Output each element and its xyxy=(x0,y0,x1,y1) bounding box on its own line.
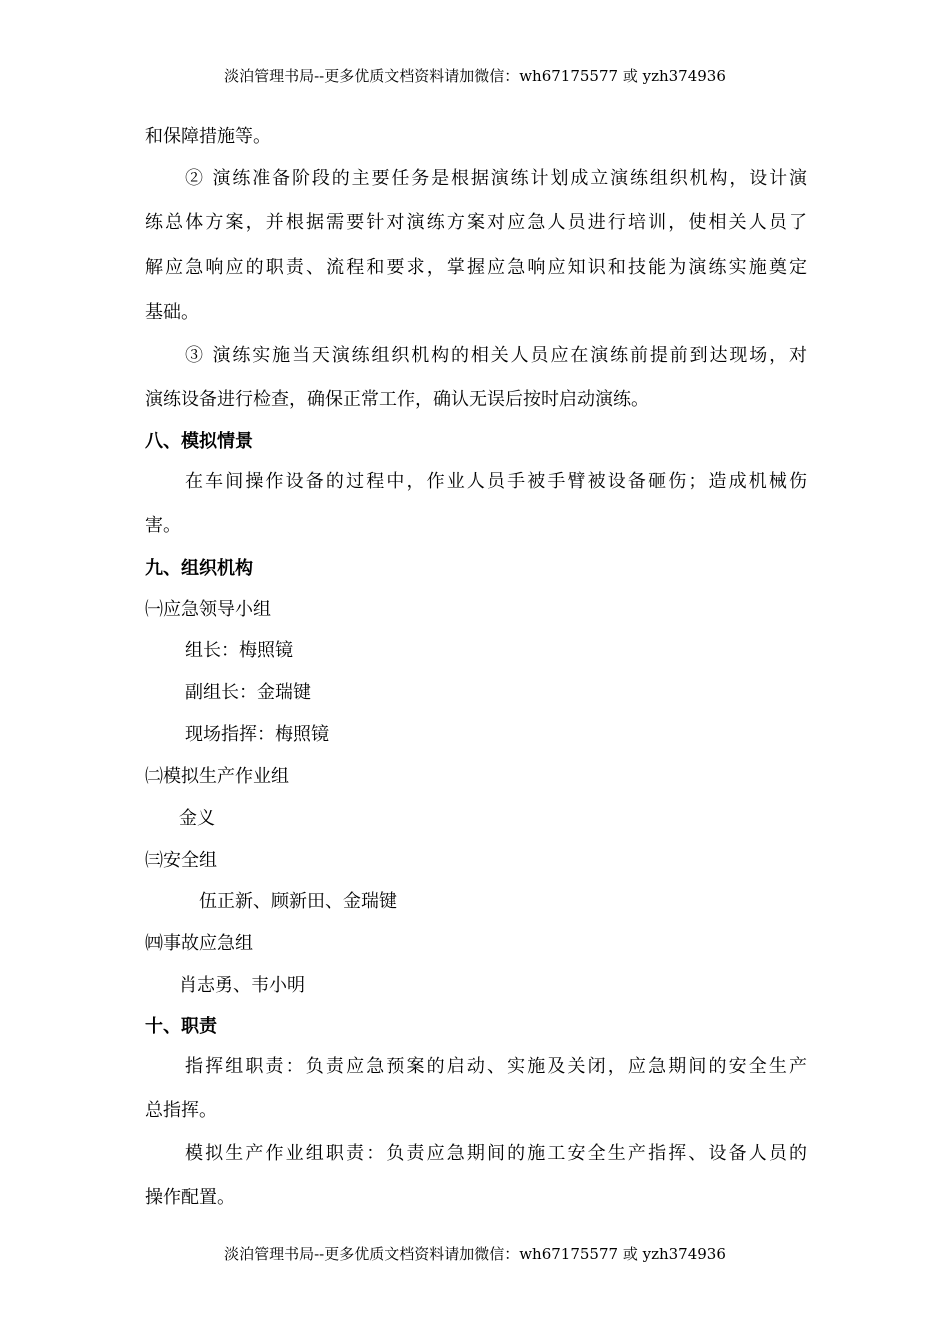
text-line: ② 演练准备阶段的主要任务是根据演练计划成立演练组织机构，设计演 xyxy=(185,168,807,189)
member-line: 肖志勇、韦小明 xyxy=(179,975,305,996)
text-line: 总指挥。 xyxy=(145,1100,217,1121)
page-header: 淡泊管理书局--更多优质文档资料请加微信：wh67175577 或 yzh374936 xyxy=(224,67,726,85)
member-line: 金义 xyxy=(179,808,215,829)
text-line: 害。 xyxy=(145,515,181,536)
member-line: 现场指挥：梅照镜 xyxy=(185,724,329,745)
subsection-title: ㈢安全组 xyxy=(145,850,217,871)
member-line: 副组长：金瑞键 xyxy=(185,682,311,703)
subsection-title: ㈠应急领导小组 xyxy=(145,599,271,620)
text-line: 模拟生产作业组职责：负责应急期间的施工安全生产指挥、设备人员的 xyxy=(185,1143,807,1164)
section-heading: 八、模拟情景 xyxy=(145,431,253,452)
text-line: 和保障措施等。 xyxy=(145,126,271,147)
section-heading: 十、职责 xyxy=(145,1016,217,1037)
section-heading: 九、组织机构 xyxy=(145,558,253,579)
subsection-title: ㈡模拟生产作业组 xyxy=(145,766,289,787)
member-line: 组长：梅照镜 xyxy=(185,640,293,661)
text-line: 在车间操作设备的过程中，作业人员手被手臂被设备砸伤；造成机械伤 xyxy=(185,471,807,492)
text-line: 练总体方案，并根据需要针对演练方案对应急人员进行培训，使相关人员了 xyxy=(145,212,807,233)
text-line: 基础。 xyxy=(145,302,199,323)
text-line: ③ 演练实施当天演练组织机构的相关人员应在演练前提前到达现场，对 xyxy=(185,345,807,366)
subsection-title: ㈣事故应急组 xyxy=(145,933,253,954)
text-line: 解应急响应的职责、流程和要求，掌握应急响应知识和技能为演练实施奠定 xyxy=(145,257,807,278)
text-line: 指挥组职责：负责应急预案的启动、实施及关闭，应急期间的安全生产 xyxy=(185,1056,807,1077)
member-line: 伍正新、顾新田、金瑞键 xyxy=(199,891,397,912)
text-line: 演练设备进行检查，确保正常工作，确认无误后按时启动演练。 xyxy=(145,389,649,410)
text-line: 操作配置。 xyxy=(145,1187,235,1208)
page-footer: 淡泊管理书局--更多优质文档资料请加微信：wh67175577 或 yzh374936 xyxy=(224,1245,726,1263)
